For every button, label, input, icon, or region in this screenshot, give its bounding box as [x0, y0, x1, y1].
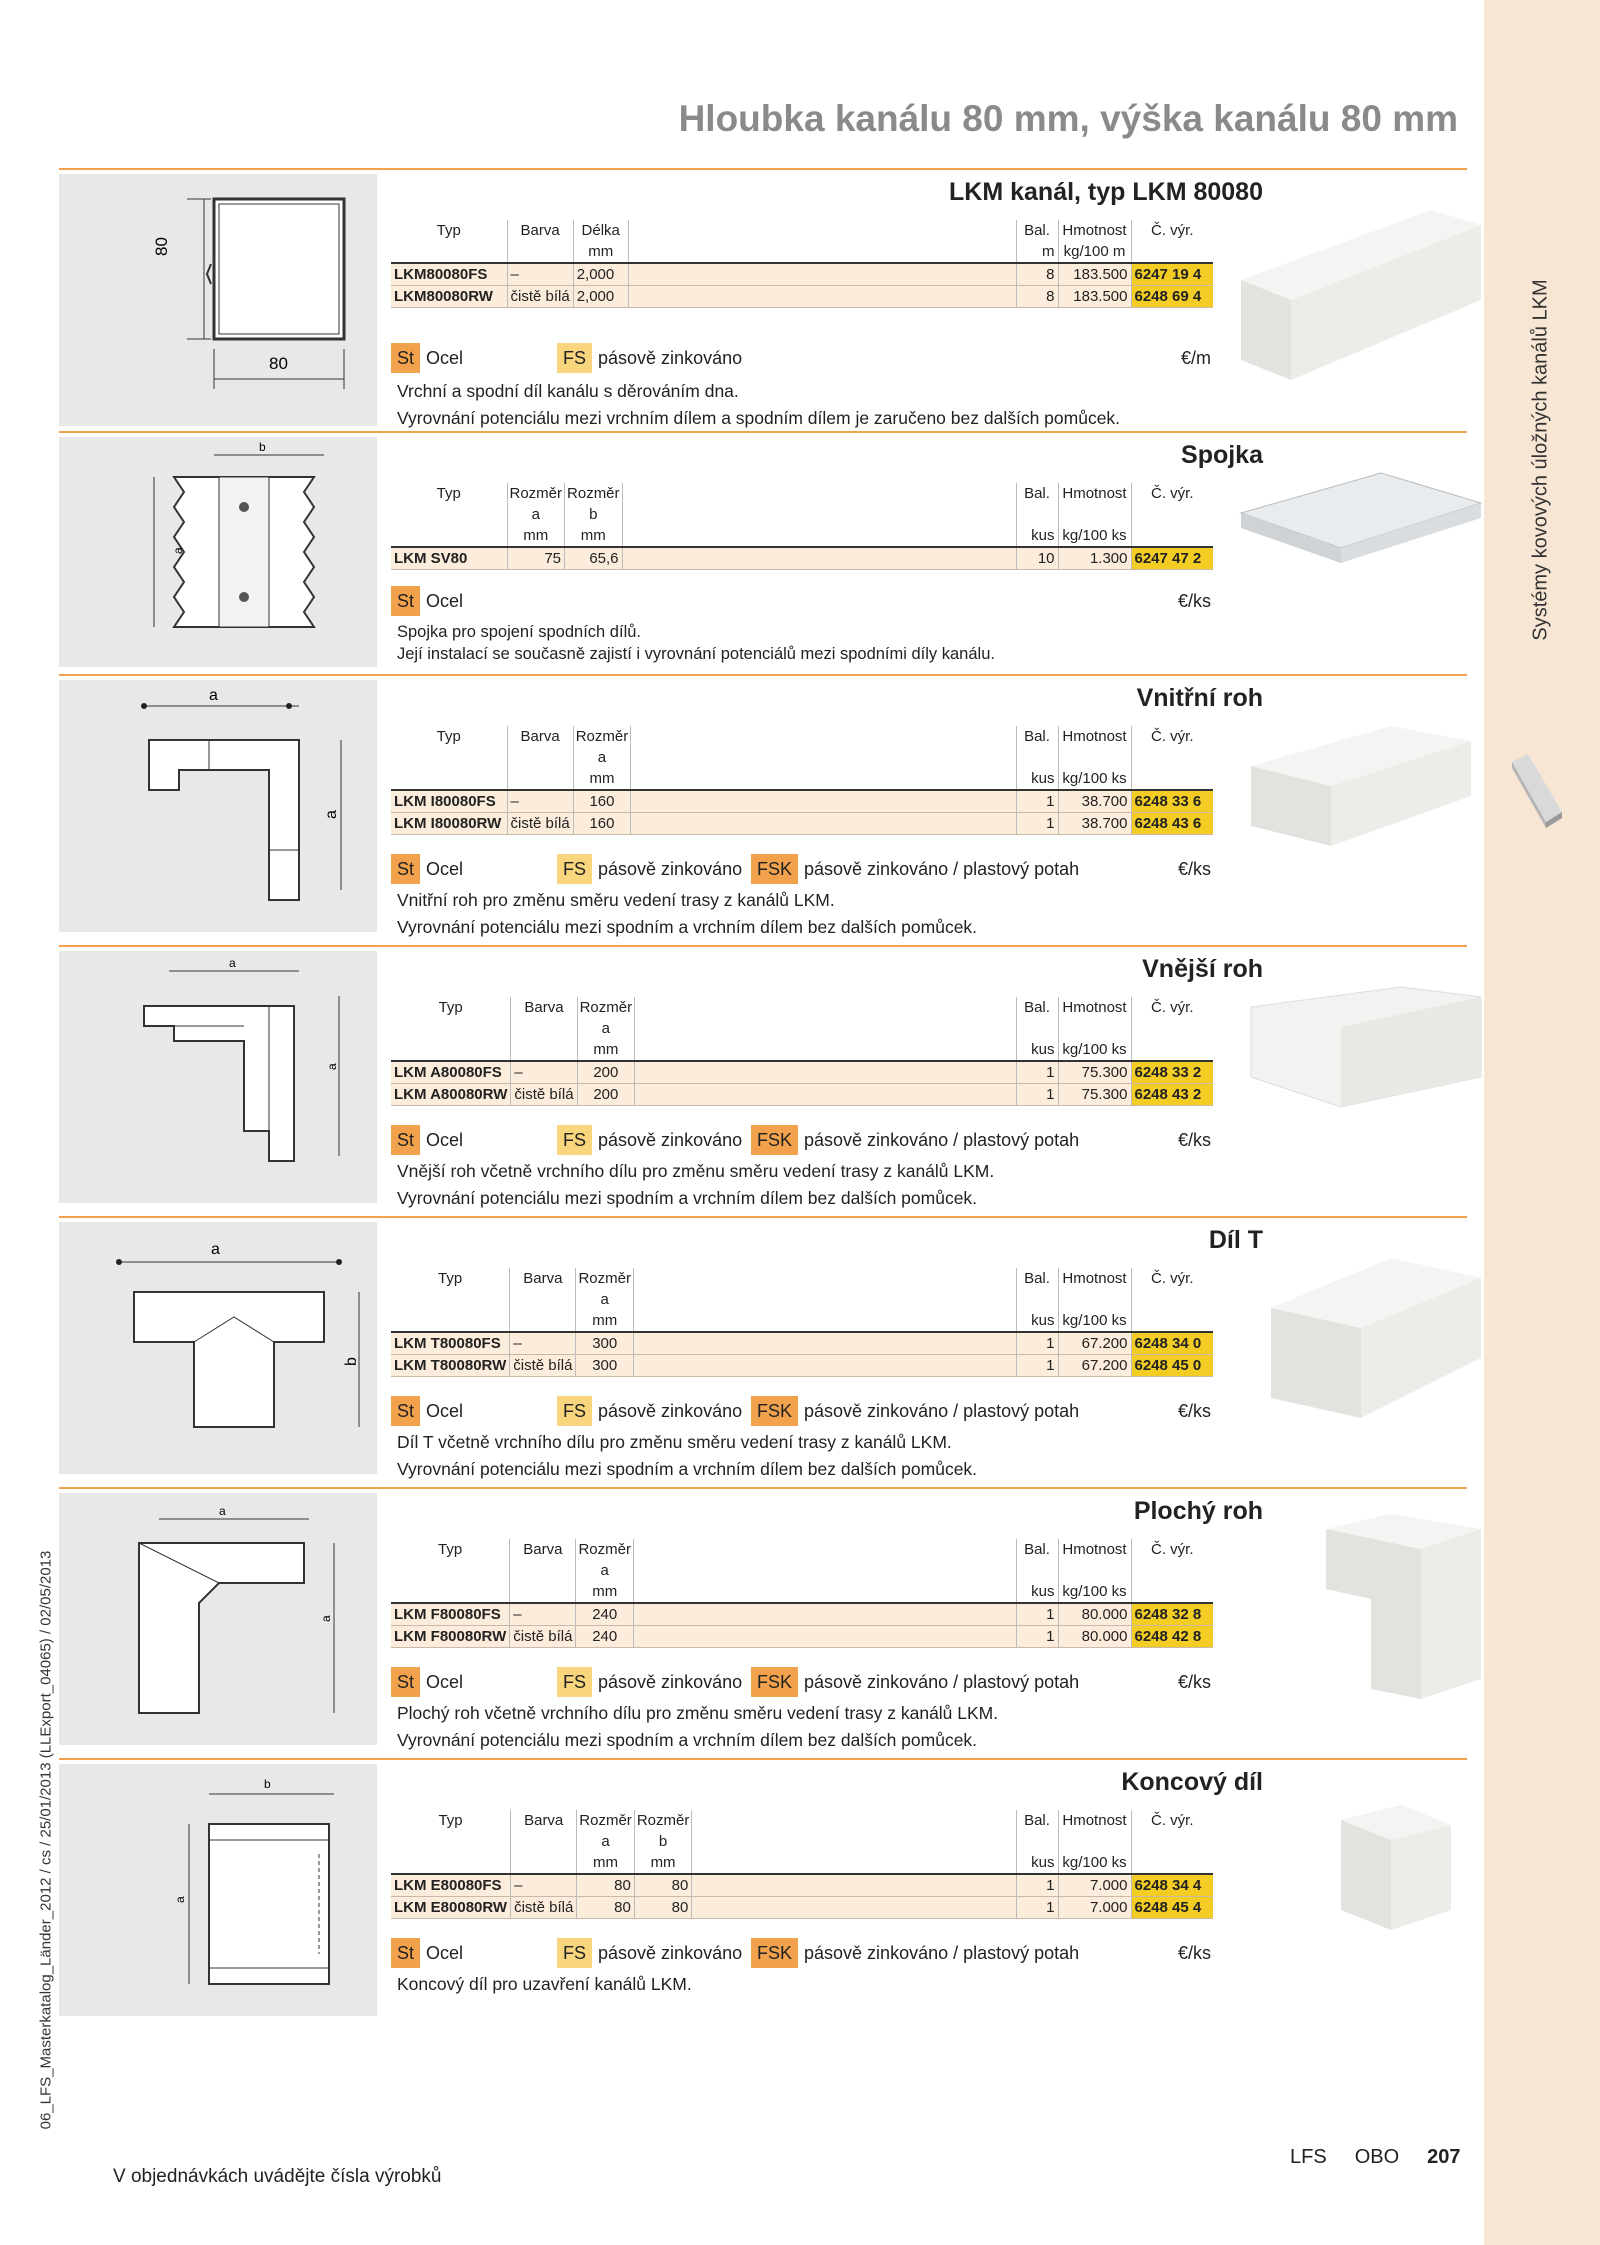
table-row: LKM E80080RW čistě bílá 80 80 1 7.000 6248 45 4: [391, 1897, 1213, 1919]
product-photo: [1231, 696, 1491, 892]
column-header: Typ: [438, 1812, 463, 1829]
product-table: Typ Barva Rozměr a Bal. Hmotnost Č. výr. mm kus kg/100 ks LKM F80080FS – 240 1 80.000 6248 32 8 LKM F80080RW čistě bílá 240 1 80.000 6248 42 8: [391, 1539, 1213, 1648]
article-number: 6248 45 4: [1131, 1897, 1213, 1919]
column-header: Rozměr b: [565, 483, 623, 525]
column-header: Č. výr.: [1131, 1268, 1213, 1310]
section-inner-corner: [59, 674, 1467, 944]
column-header: Č. výr.: [1131, 1810, 1213, 1852]
description: Vnitřní roh pro změnu směru vedení trasy z kanálů LKM. Vyrovnání potenciálu mezi spodním a vrchním dílem bez dalších pomůcek.: [397, 890, 978, 937]
dimension-label: 80: [269, 354, 288, 373]
description: Vrchní a spodní díl kanálu s děrováním dna. Vyrovnání potenciálu mezi vrchním dílem a spodním dílem je zaručeno bez dalších pomůcek.: [397, 381, 1121, 428]
column-header: Typ: [436, 222, 461, 239]
column-header: Barva: [507, 220, 573, 241]
column-header: Délka: [573, 220, 628, 241]
column-header: Rozměr b: [634, 1810, 692, 1852]
dimension-label: a: [219, 1504, 226, 1518]
section-divider: [59, 168, 1467, 170]
section-title: Koncový díl: [1121, 1768, 1263, 1796]
table-row: LKM80080RW čistě bílá 2,000 8 183.500 6248 69 4: [391, 286, 1213, 308]
column-header: Hmotnost: [1058, 220, 1131, 241]
product-table: Typ Barva Rozměr a Bal. Hmotnost Č. výr. mm kus kg/100 ks LKM I80080FS – 160 1 38.700 6248 33 6 LKM I80080RW čistě bílá 160 1 38.700 6248 43 6: [391, 726, 1213, 835]
description: Plochý roh včetně vrchního dílu pro změnu směru vedení trasy z kanálů LKM. Vyrovnání potenciálu mezi spodním a vrchním dílem bez dalších pomůcek.: [397, 1703, 999, 1750]
column-header: Rozměr a: [577, 997, 635, 1039]
table-row: LKM T80080RW čistě bílá 300 1 67.200 6248 45 0: [391, 1355, 1213, 1377]
description: Vnější roh včetně vrchního dílu pro změnu směru vedení trasy z kanálů LKM. Vyrovnání potenciálu mezi spodním a vrchním dílem bez dalších pomůcek.: [397, 1161, 995, 1208]
product-table: Typ Barva Rozměr a Rozměr b Bal. Hmotnost Č. výr. mm mm kus kg/100 ks LKM E80080FS – 80 80 1 7.000 6248 34 4 LKM E80080RW čistě bílá 80 80 1 7.000 6248 45 4: [391, 1810, 1213, 1919]
section-title: Plochý roh: [1133, 1497, 1263, 1525]
page-number: 207: [1427, 2146, 1461, 2168]
article-number: 6248 33 2: [1131, 1061, 1213, 1084]
brand-lfs: LFS: [1290, 2146, 1327, 2168]
dimension-label: a: [229, 956, 236, 970]
dimension-label: a: [325, 1063, 339, 1070]
table-row: LKM A80080FS – 200 1 75.300 6248 33 2: [391, 1061, 1213, 1084]
material-legend: St Ocel FS pásově zinkováno FSK pásově zinkováno / plastový potah €/ks: [391, 1396, 1213, 1426]
dimension-label: b: [343, 1357, 360, 1366]
table-row: LKM80080FS – 2,000 8 183.500 6247 19 4: [391, 263, 1213, 286]
column-header: Rozměr a: [576, 1539, 634, 1581]
column-header: Rozměr a: [507, 483, 565, 525]
column-header: Č. výr.: [1131, 483, 1213, 525]
section-divider: [59, 1216, 1467, 1218]
article-number: 6248 34 4: [1131, 1874, 1213, 1897]
section-coupler: [59, 431, 1467, 673]
column-header: Barva: [511, 997, 577, 1039]
section-divider: [59, 674, 1467, 676]
material-legend: St Ocel €/ks: [391, 586, 1213, 616]
table-row: LKM I80080FS – 160 1 38.700 6248 33 6: [391, 790, 1213, 813]
product-table: Typ Rozměr a Rozměr b Bal. Hmotnost Č. výr. mm mm kus kg/100 ks LKM SV80 75 65,6 10 1.300 6247 47 2: [391, 483, 1213, 570]
article-number: 6248 43 6: [1131, 813, 1213, 835]
flat-corner-drawing: [59, 1493, 377, 1745]
column-header: Č. výr.: [1131, 726, 1213, 768]
column-header: [631, 726, 1016, 768]
article-number: 6248 33 6: [1131, 790, 1213, 813]
section-flat-corner: [59, 1487, 1467, 1757]
column-header: Č. výr.: [1131, 1539, 1213, 1581]
column-header: Č. výr.: [1131, 220, 1213, 241]
material-legend: St Ocel FS pásově zinkováno €/m: [391, 343, 1213, 373]
column-header: Barva: [507, 726, 573, 768]
column-header: Typ: [438, 1541, 463, 1558]
product-photo: [1231, 190, 1491, 386]
column-header: Bal.: [1016, 1539, 1058, 1581]
column-header: Hmotnost: [1058, 1539, 1131, 1581]
column-header: [622, 483, 1016, 525]
column-header: Hmotnost: [1058, 483, 1131, 525]
section-title: Díl T: [1208, 1226, 1263, 1254]
outer-corner-drawing: [59, 951, 377, 1203]
table-row: LKM I80080RW čistě bílá 160 1 38.700 6248 43 6: [391, 813, 1213, 835]
table-row: LKM E80080FS – 80 80 1 7.000 6248 34 4: [391, 1874, 1213, 1897]
article-number: 6248 45 0: [1131, 1355, 1213, 1377]
column-header: Hmotnost: [1058, 1810, 1131, 1852]
footer-note: V objednávkách uvádějte čísla výrobků: [113, 2166, 442, 2187]
table-row: LKM A80080RW čistě bílá 200 1 75.300 6248 43 2: [391, 1084, 1213, 1106]
dimension-label: b: [259, 440, 266, 454]
article-number: 6248 32 8: [1131, 1603, 1213, 1626]
section-divider: [59, 431, 1467, 433]
column-header: Hmotnost: [1058, 1268, 1131, 1310]
column-header: Bal.: [1016, 1268, 1058, 1310]
material-legend: St Ocel FS pásově zinkováno FSK pásově zinkováno / plastový potah €/ks: [391, 1125, 1213, 1155]
article-number: 6247 47 2: [1131, 547, 1213, 570]
section-divider: [59, 945, 1467, 947]
section-lkm-channel: [59, 168, 1467, 430]
article-number: 6248 69 4: [1131, 286, 1213, 308]
column-header: Rozměr a: [577, 1810, 635, 1852]
dimension-label: a: [209, 687, 218, 704]
section-title: Vnější roh: [1142, 955, 1263, 983]
description: Díl T včetně vrchního dílu pro změnu směru vedení trasy z kanálů LKM. Vyrovnání potenciálu mezi spodním a vrchním dílem bez dalších pomůcek.: [397, 1432, 978, 1479]
column-header: Bal.: [1016, 1810, 1058, 1852]
product-photo: [1231, 1238, 1491, 1434]
column-header: Bal.: [1016, 220, 1058, 241]
page-title: Hloubka kanálu 80 mm, výška kanálu 80 mm: [678, 98, 1458, 139]
coupler-drawing: [59, 437, 377, 667]
column-header: Rozměr a: [573, 726, 631, 768]
side-section-label: Systémy kovových úložných kanálů LKM: [1529, 279, 1552, 641]
table-row: LKM SV80 75 65,6 10 1.300 6247 47 2: [391, 547, 1213, 570]
table-row: LKM T80080FS – 300 1 67.200 6248 34 0: [391, 1332, 1213, 1355]
material-legend: St Ocel FS pásově zinkováno FSK pásově zinkováno / plastový potah €/ks: [391, 1938, 1213, 1968]
product-photo: [1231, 453, 1491, 649]
table-row: LKM F80080FS – 240 1 80.000 6248 32 8: [391, 1603, 1213, 1626]
dimension-label: a: [173, 1896, 187, 1903]
product-photo: [1231, 1509, 1491, 1705]
article-number: 6248 42 8: [1131, 1626, 1213, 1648]
article-number: 6248 43 2: [1131, 1084, 1213, 1106]
column-header: Bal.: [1016, 483, 1058, 525]
column-header: [633, 1539, 1016, 1581]
column-header: Hmotnost: [1058, 997, 1131, 1039]
column-header: Č. výr.: [1131, 997, 1213, 1039]
section-end-piece: [59, 1758, 1467, 2028]
section-title: Vnitřní roh: [1136, 684, 1263, 712]
material-legend: St Ocel FS pásově zinkováno FSK pásově zinkováno / plastový potah €/ks: [391, 854, 1213, 884]
section-title: Spojka: [1181, 441, 1263, 469]
section-divider: [59, 1487, 1467, 1489]
dimension-label: a: [319, 1615, 333, 1622]
material-legend: St Ocel FS pásově zinkováno FSK pásově zinkováno / plastový potah €/ks: [391, 1667, 1213, 1697]
column-header: [635, 997, 1016, 1039]
description: Spojka pro spojení spodních dílů. Její instalací se současně zajistí i vyrovnání potenciálů mezi spodními díly kanálu.: [397, 623, 995, 663]
end-piece-drawing: [59, 1764, 377, 2016]
dimension-label: 80: [152, 237, 171, 256]
column-header: Barva: [510, 1539, 576, 1581]
column-header: Rozměr a: [576, 1268, 634, 1310]
column-header: Typ: [436, 485, 461, 502]
product-table: Typ Barva Rozměr a Bal. Hmotnost Č. výr. mm kus kg/100 ks LKM A80080FS – 200 1 75.300 6248 33 2 LKM A80080RW čistě bílá 200 1 75.300 6248 43 2: [391, 997, 1213, 1106]
channel-thumbnail-icon: [1508, 752, 1564, 828]
article-number: 6248 34 0: [1131, 1332, 1213, 1355]
catalog-meta-label: 06_LFS_Masterkatalog_Länder_2012 / cs / 25/01/2013 (LLExport_04065) / 02/05/2013: [37, 1550, 55, 2130]
footer-branding: [1290, 2146, 1461, 2169]
dimension-label: b: [264, 1777, 271, 1791]
product-table: Typ Barva Rozměr a Bal. Hmotnost Č. výr. mm kus kg/100 ks LKM T80080FS – 300 1 67.200 6248 34 0 LKM T80080RW čistě bílá 300 1 67.200 6248 45 0: [391, 1268, 1213, 1377]
column-header: Typ: [438, 1270, 463, 1287]
column-header: Hmotnost: [1058, 726, 1131, 768]
product-photo: [1231, 967, 1491, 1163]
table-row: LKM F80080RW čistě bílá 240 1 80.000 6248 42 8: [391, 1626, 1213, 1648]
section-t-piece: [59, 1216, 1467, 1486]
section-outer-corner: [59, 945, 1467, 1215]
dimension-label: a: [211, 1241, 220, 1258]
column-header: Bal.: [1016, 997, 1058, 1039]
description: Koncový díl pro uzavření kanálů LKM.: [397, 1974, 692, 1994]
dimension-label: a: [171, 547, 185, 554]
column-header: Barva: [511, 1810, 577, 1852]
t-piece-drawing: [59, 1222, 377, 1474]
column-header: Barva: [510, 1268, 576, 1310]
brand-obo: OBO: [1354, 2146, 1400, 2168]
column-header: [628, 220, 1016, 241]
inner-corner-drawing: [59, 680, 377, 932]
article-number: 6247 19 4: [1131, 263, 1213, 286]
dimension-label: a: [323, 810, 340, 819]
section-title: LKM kanál, typ LKM 80080: [949, 178, 1263, 206]
channel-section-drawing: [59, 174, 377, 426]
product-table: Typ Barva Délka Bal. Hmotnost Č. výr. mm m kg/100 m LKM80080FS – 2,000 8 183.500 6247 19 4 LKM80080RW čistě bílá 2,000 8 183.500 6248 69 4: [391, 220, 1213, 308]
column-header: Typ: [438, 999, 463, 1016]
column-header: Typ: [436, 728, 461, 745]
column-header: [633, 1268, 1016, 1310]
section-divider: [59, 1758, 1467, 1760]
product-photo: [1231, 1780, 1491, 1976]
column-header: Bal.: [1016, 726, 1058, 768]
